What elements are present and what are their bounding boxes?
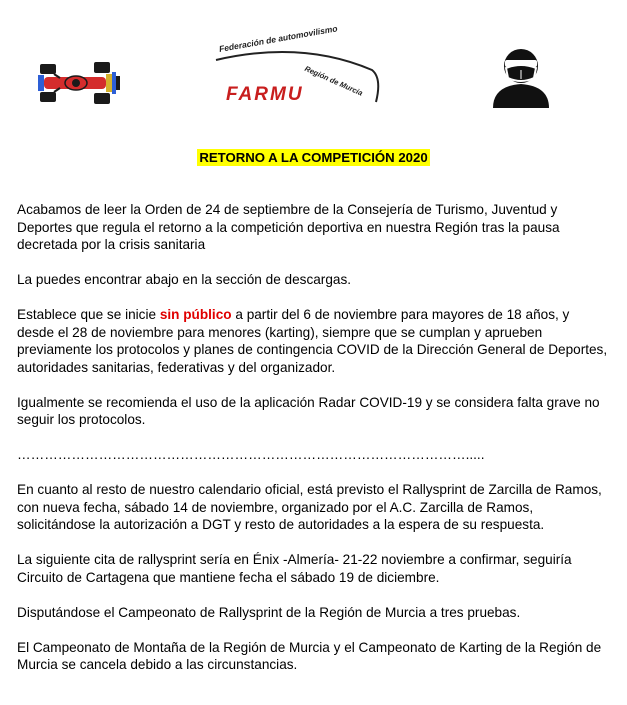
article-body: [17, 201, 609, 691]
paragraph-next-event: La siguiente cita de rallysprint sería en Énix -Almería- 21-22 noviembre a confirmar, seguiría Circuito de Cartagena que mantiene fecha el sábado 19 de diciembre.: [17, 552, 572, 585]
paragraph-championship: Disputándose el Campeonato de Rallysprint de la Región de Murcia a tres pruebas.: [17, 604, 521, 620]
paragraph-radar-app: Igualmente se recomienda el uso de la aplicación Radar COVID-19 y se considera falta grave no seguir los protocolos.: [17, 394, 600, 427]
race-car-icon: [38, 62, 122, 106]
no-public-highlight: sin público: [159, 307, 232, 322]
paragraph-rules: [17, 306, 609, 376]
dotted-separator: ……………………………………………………………………………………….....: [17, 447, 485, 462]
rules-text-before: Establece que se inicie: [17, 307, 160, 322]
masked-person-icon: [491, 46, 551, 108]
page-title: RETORNO A LA COMPETICIÓN 2020: [199, 150, 428, 165]
paragraph-calendar: En cuanto al resto de nuestro calendario oficial, está previsto el Rallysprint de Zarcilla de Ramos, con nueva fecha, sábado 14 de noviembre, organizado por el A.C. Zarcilla de Ramos, solicitándose la autorización a DGT y resto de autoridades a la espera de su respuesta.: [17, 482, 602, 532]
paragraph-intro: Acabamos de leer la Orden de 24 de septiembre de la Consejería de Turismo, Juventud y Deportes que regula el retorno a la competición deportiva en nuestra Región tras la pausa decretada por la crisis sanitaria: [17, 202, 560, 252]
logo-name: FARMU: [226, 84, 304, 105]
paragraph-downloads: La puedes encontrar abajo en la sección de descargas.: [17, 272, 352, 287]
paragraph-cancellation: El Campeonato de Montaña de la Región de Murcia y el Campeonato de Karting de la Región de Murcia se cancela debido a las circunstancias.: [17, 639, 602, 672]
rules-text-after: a partir del 6 de noviembre para mayores de 18 años, y desde el 28 de noviembre para menores (karting), siempre que se cumplan y aprueben previamente los protocolos y planes de contingencia COVID de la Dirección General de Deportes, autoridades sanitarias, federativas y del organizador.: [17, 307, 608, 375]
logo-region-text: Región de Murcia: [303, 64, 365, 98]
logo-federation-text: Federación de automovilismo: [218, 23, 339, 54]
title-wrapper: [0, 149, 627, 167]
farmu-logo: [212, 23, 387, 114]
header: [0, 0, 627, 130]
